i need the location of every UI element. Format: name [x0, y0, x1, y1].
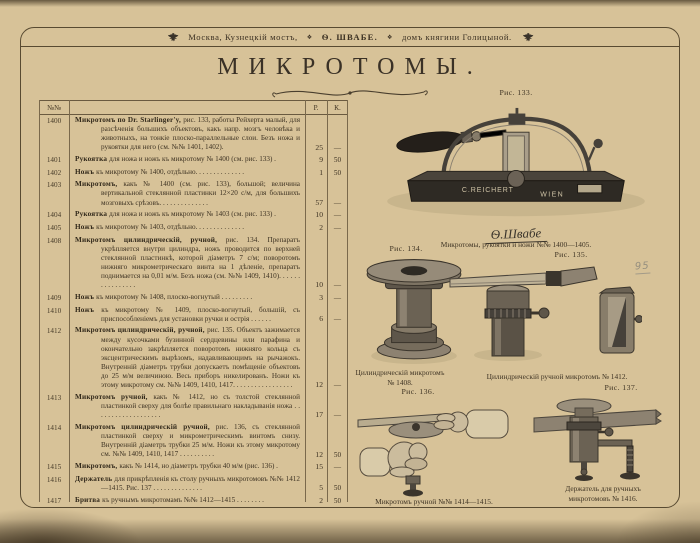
figure-label-134: Рис. 134.: [389, 244, 423, 253]
row-price-kopecks: —: [333, 143, 342, 152]
table-row: [39, 423, 348, 460]
figure-label-135: Рис. 135.: [554, 250, 588, 259]
table-clamp-holder-illustration: [531, 392, 663, 484]
table-row: [39, 168, 348, 178]
row-description: Микротомъ цилиндрическій ручной, рис. 136, съ стеклянной пластинкой сверху и микрометрическимъ винтомъ снизу. Внутренній діаметръ трубки 25 м/м. Ножи къ этому микротому см. №№ 1409, 1410, 1417 . . . . . . . . . .: [75, 423, 300, 459]
table-row: [39, 210, 348, 220]
imperial-eagle-icon: [166, 32, 179, 43]
row-price-kopecks: —: [333, 198, 342, 207]
row-price-rubles: 57: [315, 197, 323, 207]
row-number: 1401: [46, 156, 62, 165]
row-number: 1405: [46, 223, 62, 232]
row-description: Ножъ къ микротому № 1403, отдѣльно. . . . . . . . . . . . . .: [75, 222, 245, 231]
table-row: [39, 223, 348, 233]
row-price-kopecks: —: [333, 281, 342, 290]
table-row: [39, 326, 348, 390]
row-number: 1403: [46, 181, 62, 190]
row-number: 1415: [46, 463, 62, 472]
row-lead: Ножъ: [75, 167, 97, 176]
table-rule-top: [39, 100, 348, 101]
row-number: 1409: [46, 293, 62, 302]
row-description: Держатель для прикрѣпленія къ столу ручныхъ микротомовъ №№ 1412—1415. Рис. 137 . . . . . . . . . . . . . .: [75, 474, 300, 492]
table-row: [39, 155, 348, 165]
row-description: Микротомъ, какъ № 1400 (см. рис. 133), большой; величина вертикальной стеклянной пластинки 12×20 с/м, для большихъ мозговыхъ срѣзовъ. . . . . . . . . . . . . .: [75, 180, 300, 207]
row-lead: Микротомъ,: [75, 180, 124, 189]
row-price-kopecks: —: [333, 314, 342, 323]
row-price-rubles: 17: [315, 410, 323, 420]
price-table: [39, 100, 348, 505]
row-lead: Рукоятка: [75, 155, 110, 164]
microtome-starlinger-illustration: [376, 102, 656, 224]
row-number: 1414: [46, 424, 62, 433]
table-row: [39, 236, 348, 291]
svg-text:WIEN: WIEN: [540, 191, 565, 199]
row-description: Микротомъ цилиндрическій, ручной, рис. 135. Объектъ зажимается между кусочками бузинной сердцевины или парафина и окончательно закрѣпляется поворотомъ нижняго кольца съ эксцентрическимъ вырѣзомъ, надавливающимъ на рычажокъ. Внутренній діаметръ трубки допускаетъ помѣщеніе объектовъ до 25 м/м величиною. Весь приборъ никелированъ. Ножи къ этому микротому см. №№ 1409, 1410, 1417. . . . . . . . . . . . . . . . .: [75, 326, 300, 390]
table-rule-header: [39, 114, 348, 115]
row-description: Рукоятка для ножа и ножъ къ микротому № 1400 (см. рис. 133) .: [75, 155, 276, 164]
margin-page-number: 95: [634, 260, 651, 273]
table-row: [39, 116, 348, 153]
row-lead: Микротомъ ручной,: [75, 393, 154, 402]
row-price-kopecks: —: [333, 463, 342, 472]
row-number: 1413: [46, 394, 62, 403]
row-price-kopecks: —: [333, 381, 342, 390]
row-price-rubles: 12: [315, 449, 323, 459]
row-description: Ножъ къ микротому № 1409, плоско-вогнутый, большій, съ приспособленіемъ для установки ручки и острія . . . . . .: [75, 305, 300, 323]
row-price-rubles: 2: [319, 495, 323, 505]
price-table-rows: [39, 116, 348, 506]
row-description: Микротомъ, какъ № 1414, но діаметръ трубки 40 м/м (рис. 136) .: [75, 462, 278, 471]
hand-microtome-with-knife-illustration: [446, 259, 642, 363]
row-description: Микротомъ по Dr. Starlinger'y, рис. 133, работы Рейхерта малый, для разсѣченія большихъ объектовъ, какъ напр. мозгъ человѣка и животныхъ, на тонкіе плоско-параллельные слои. Безъ ножа и рукоятки для него (см. №№ 1401, 1402).: [75, 116, 300, 152]
figure-label-133: Рис. 133.: [499, 88, 533, 97]
figure-caption-133: Микротомы, рукоятки и ножи №№ 1400—1405.: [440, 240, 592, 249]
row-lead: Ножъ: [75, 222, 97, 231]
row-description: Микротомъ цилиндрическій, ручной, рис. 134. Препаратъ укрѣпляется внутри цилиндра, ножъ проводится по верхней стеклянной пластинкѣ, которой діаметръ 7 с/м; поворотомъ нижняго микрометрическаго винта на 1 дѣленіе, препаратъ поднимается на 0,01 м/м. Безъ ножа (см. №№ 1409, 1410). . . . . . . . . . . . . . . .: [75, 235, 300, 290]
figure-label-137: Рис. 137.: [604, 383, 638, 392]
page-header: [21, 28, 679, 47]
row-price-rubles: 9: [319, 155, 323, 165]
row-price-kopecks: —: [333, 211, 342, 220]
imperial-eagle-icon: [521, 32, 534, 43]
page-frame: [20, 27, 680, 508]
row-price-rubles: 3: [319, 292, 323, 302]
row-price-kopecks: —: [333, 411, 342, 420]
row-lead: Бритва: [75, 495, 103, 504]
row-number: 1410: [46, 306, 62, 315]
row-price-rubles: 5: [319, 483, 323, 493]
page-title: МИКРОТОМЫ.: [217, 54, 483, 80]
row-price-kopecks: 50: [333, 156, 342, 165]
row-price-rubles: 12: [315, 380, 323, 390]
col-header-kopecks: К.: [334, 103, 341, 112]
row-number: 1402: [46, 168, 62, 177]
row-price-kopecks: 50: [333, 168, 342, 177]
header-house: домъ княгини Голицыной.: [401, 32, 512, 42]
schwabe-signature: Ѳ.Швабе: [376, 221, 656, 247]
row-number: 1408: [46, 236, 62, 245]
row-lead: Рукоятка: [75, 210, 110, 219]
row-description: Бритва къ ручнымъ микротомамъ №№ 1412—1415 . . . . . . . .: [75, 495, 264, 504]
table-row: [39, 306, 348, 324]
figure-caption-134: Цилиндрическій микротомъ № 1408.: [355, 368, 445, 387]
row-description: Ножъ къ микротому № 1408, плоско-вогнутый . . . . . . . . .: [75, 292, 253, 301]
row-price-rubles: 10: [315, 280, 323, 290]
table-row: [39, 462, 348, 472]
col-header-no: №№: [46, 103, 62, 112]
row-price-rubles: 2: [319, 222, 323, 232]
figure-caption-136: Микротомъ ручной №№ 1414—1415.: [375, 497, 493, 506]
row-lead: Микротомъ цилиндрическій, ручной,: [75, 326, 208, 335]
figure-caption-137: Держатель для ручныхъ микротомовъ № 1416.: [565, 484, 641, 503]
row-number: 1412: [46, 327, 62, 336]
title-flourish-icon: [270, 85, 430, 101]
row-price-kopecks: —: [333, 293, 342, 302]
table-row: [39, 393, 348, 420]
row-price-rubles: 15: [315, 462, 323, 472]
row-lead: Ножъ: [75, 305, 102, 314]
row-description: Микротомъ ручной, какъ № 1412, но съ толстой стеклянной пластинкой сверху для болѣе правильнаго накладыванія ножа . . . . . . . . . . . . . . . . . . .: [75, 393, 300, 420]
row-number: 1400: [46, 117, 62, 125]
header-brand: Ѳ. ШВАБЕ.: [321, 32, 378, 42]
row-price-kopecks: 50: [333, 450, 342, 459]
row-lead: Микротомъ цилиндрическій ручной,: [75, 423, 216, 432]
table-row: [39, 293, 348, 303]
row-description: Ножъ къ микротому № 1400, отдѣльно. . . . . . . . . . . . . .: [75, 167, 245, 176]
svg-text:C.REICHERT: C.REICHERT: [461, 186, 514, 194]
hand-microtome-in-use-illustration: [357, 396, 509, 498]
row-price-rubles: 1: [319, 167, 323, 177]
row-price-rubles: 6: [319, 313, 323, 323]
row-price-kopecks: 50: [333, 496, 342, 505]
row-description: Рукоятка для ножа и ножъ къ микротому № 1403 (см. рис. 133) .: [75, 210, 276, 219]
row-lead: Держатель: [75, 474, 115, 483]
row-number: 1416: [46, 475, 62, 484]
table-row: [39, 180, 348, 207]
row-lead: Ножъ: [75, 292, 97, 301]
row-price-rubles: 25: [315, 142, 323, 152]
col-header-rubles: Р.: [313, 103, 319, 112]
header-separator: ❖: [306, 34, 313, 41]
row-number: 1404: [46, 211, 62, 220]
table-row: [39, 496, 348, 506]
figure-label-136: Рис. 136.: [401, 387, 435, 396]
row-number: 1417: [46, 496, 62, 505]
row-price-kopecks: —: [333, 223, 342, 232]
table-row: [39, 475, 348, 493]
header-separator: ❖: [386, 34, 393, 41]
header-city: Москва, Кузнецкій мостъ,: [188, 32, 298, 42]
row-lead: Микротомъ цилиндрическій, ручной,: [75, 235, 226, 244]
row-price-rubles: 10: [315, 210, 323, 220]
row-lead: Микротомъ по Dr. Starlinger'y,: [75, 116, 184, 124]
row-lead: Микротомъ,: [75, 462, 120, 471]
figure-caption-135: Цилиндрическій ручной микротомъ № 1412.: [486, 372, 628, 381]
row-price-kopecks: 50: [333, 484, 342, 493]
